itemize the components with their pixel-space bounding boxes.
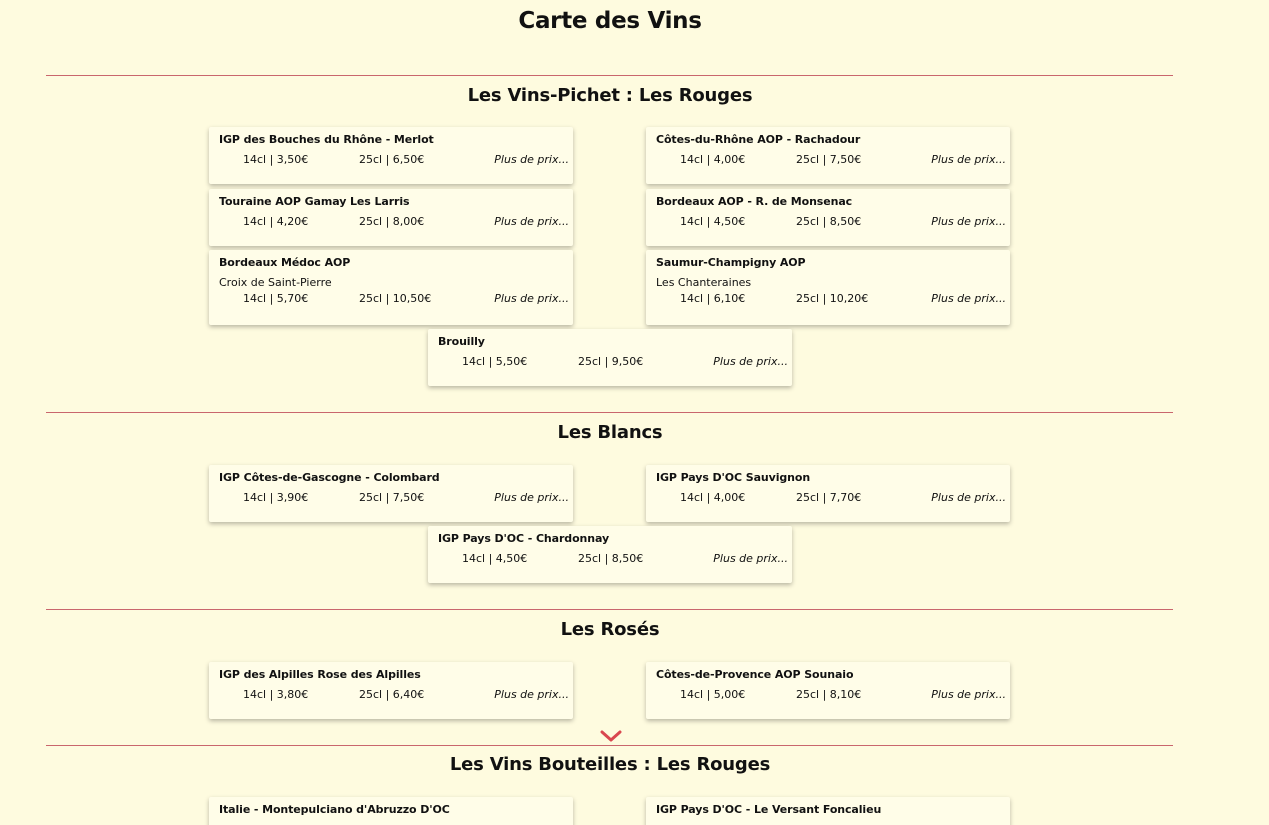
wine-name: Bordeaux Médoc AOP [219,256,351,269]
price-14cl: 14cl | 6,10€ [680,292,746,305]
section-divider [46,609,1173,610]
section-divider [46,745,1173,746]
wine-name: Italie - Montepulciano d'Abruzzo D'OC [219,803,450,816]
price-25cl: 25cl | 7,50€ [796,153,862,166]
wine-prices [438,354,788,370]
price-14cl: 14cl | 4,00€ [680,153,746,166]
page-title: Carte des Vins [518,8,702,34]
wine-subtitle: Croix de Saint-Pierre [219,276,332,289]
price-25cl: 25cl | 10,50€ [359,292,432,305]
more-prices-link[interactable]: Plus de prix... [494,491,569,504]
more-prices-link[interactable]: Plus de prix... [931,153,1006,166]
price-25cl: 25cl | 8,50€ [796,215,862,228]
wine-name: IGP des Alpilles Rose des Alpilles [219,668,421,681]
wine-card[interactable] [209,189,573,246]
price-14cl: 14cl | 4,50€ [462,552,528,565]
section-title-bouteilles-rouges: Les Vins Bouteilles : Les Rouges [449,754,771,775]
section-title-pichet-rouges: Les Vins-Pichet : Les Rouges [467,85,753,106]
price-14cl: 14cl | 5,50€ [462,355,528,368]
wine-card[interactable] [209,250,573,325]
wine-prices [219,291,569,307]
wine-name: IGP des Bouches du Rhône - Merlot [219,133,434,146]
wine-name: Bordeaux AOP - R. de Monsenac [656,195,853,208]
more-prices-link[interactable]: Plus de prix... [494,215,569,228]
wine-prices [438,551,788,567]
wine-prices [219,687,569,703]
section-title-roses: Les Rosés [560,619,660,640]
wine-subtitle: Les Chanteraines [656,276,752,289]
more-prices-link[interactable]: Plus de prix... [494,292,569,305]
section-title-blancs: Les Blancs [557,422,663,443]
wine-card[interactable] [646,662,1010,719]
wine-card[interactable] [646,127,1010,184]
price-14cl: 14cl | 4,50€ [680,215,746,228]
more-prices-link[interactable]: Plus de prix... [931,688,1006,701]
wine-card[interactable] [209,662,573,719]
wine-prices [656,291,1006,307]
wine-name: Brouilly [438,335,485,348]
price-14cl: 14cl | 5,70€ [243,292,309,305]
section-divider [46,75,1173,76]
price-25cl: 25cl | 6,40€ [359,688,425,701]
more-prices-link[interactable]: Plus de prix... [713,552,788,565]
chevron-down-icon[interactable] [600,727,622,743]
price-25cl: 25cl | 8,00€ [359,215,425,228]
wine-prices [656,490,1006,506]
price-14cl: 14cl | 3,80€ [243,688,309,701]
wine-name: IGP Côtes-de-Gascogne - Colombard [219,471,440,484]
wine-prices [656,214,1006,230]
wine-card[interactable] [209,797,573,825]
wine-name: IGP Pays D'OC - Chardonnay [438,532,610,545]
wine-card[interactable] [428,329,792,386]
wine-name: IGP Pays D'OC - Le Versant Foncalieu [656,803,882,816]
more-prices-link[interactable]: Plus de prix... [931,491,1006,504]
wine-card[interactable] [646,797,1010,825]
price-25cl: 25cl | 7,50€ [359,491,425,504]
wine-card[interactable] [209,127,573,184]
wine-prices [219,490,569,506]
price-25cl: 25cl | 9,50€ [578,355,644,368]
more-prices-link[interactable]: Plus de prix... [494,153,569,166]
wine-card[interactable] [646,189,1010,246]
price-14cl: 14cl | 3,50€ [243,153,309,166]
price-14cl: 14cl | 3,90€ [243,491,309,504]
price-25cl: 25cl | 8,10€ [796,688,862,701]
more-prices-link[interactable]: Plus de prix... [713,355,788,368]
price-25cl: 25cl | 6,50€ [359,153,425,166]
wine-card[interactable] [646,250,1010,325]
wine-prices [656,687,1006,703]
price-25cl: 25cl | 7,70€ [796,491,862,504]
wine-name: Touraine AOP Gamay Les Larris [219,195,410,208]
wine-name: Côtes-de-Provence AOP Sounaio [656,668,854,681]
price-25cl: 25cl | 8,50€ [578,552,644,565]
section-divider [46,412,1173,413]
price-14cl: 14cl | 4,00€ [680,491,746,504]
wine-prices [219,152,569,168]
wine-prices [656,152,1006,168]
more-prices-link[interactable]: Plus de prix... [494,688,569,701]
wine-card[interactable] [209,465,573,522]
price-14cl: 14cl | 4,20€ [243,215,309,228]
wine-name: IGP Pays D'OC Sauvignon [656,471,811,484]
wine-card[interactable] [646,465,1010,522]
wine-name: Côtes-du-Rhône AOP - Rachadour [656,133,861,146]
wine-name: Saumur-Champigny AOP [656,256,806,269]
wine-card[interactable] [428,526,792,583]
price-25cl: 25cl | 10,20€ [796,292,869,305]
more-prices-link[interactable]: Plus de prix... [931,215,1006,228]
price-14cl: 14cl | 5,00€ [680,688,746,701]
more-prices-link[interactable]: Plus de prix... [931,292,1006,305]
wine-prices [219,214,569,230]
